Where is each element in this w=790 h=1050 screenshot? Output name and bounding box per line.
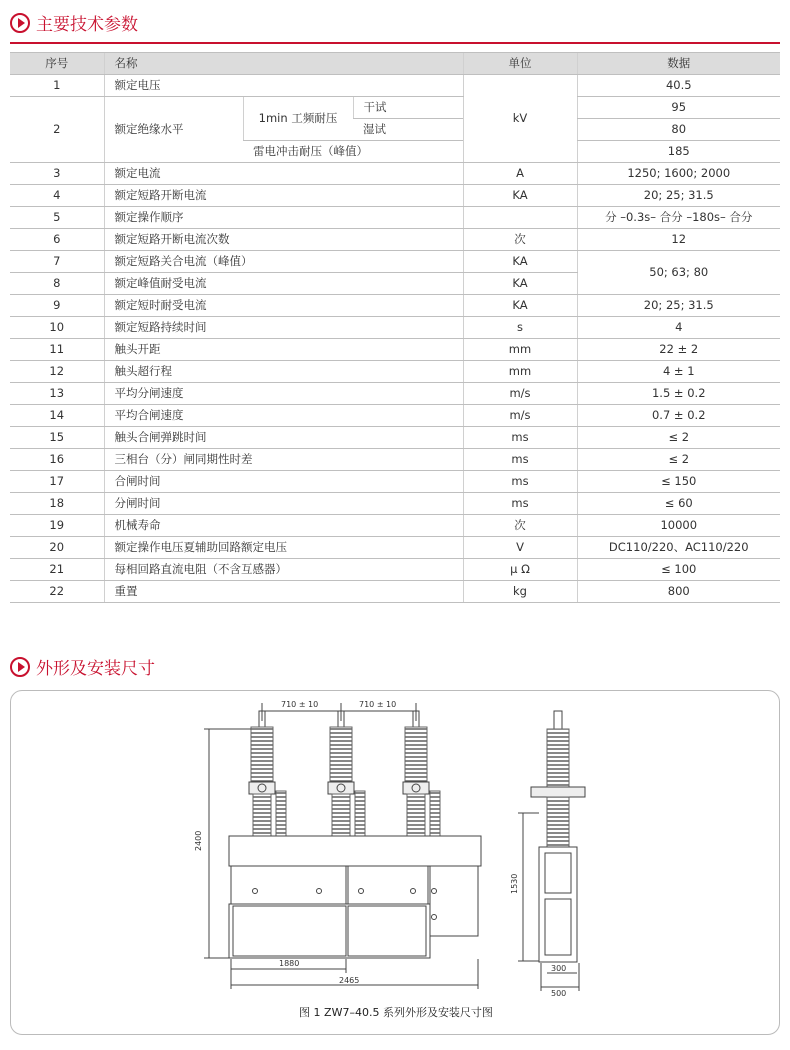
table-row: 2 额定绝缘水平 1min 工频耐压 干试 95: [10, 97, 780, 119]
table-row: 雷电冲击耐压（峰值） 185: [10, 141, 780, 163]
play-circle-icon: [10, 657, 30, 677]
table-row: 14 平均合闸速度 m/s 0.7 ± 0.2: [10, 405, 780, 427]
top-cover: [229, 836, 481, 866]
table-row: 10 额定短路持续时间 s 4: [10, 317, 780, 339]
table-row: 7 额定短路关合电流（峰值） KA 50; 63; 80: [10, 251, 780, 273]
table-row: 15 触头合闸弹跳时间 ms ≤ 2: [10, 427, 780, 449]
table-row: 12 触头超行程 mm 4 ± 1: [10, 361, 780, 383]
section-title-text: 外形及安装尺寸: [36, 659, 155, 679]
table-row: 22 重置 kg 800: [10, 581, 780, 603]
section-title-dimensions: [10, 654, 155, 679]
table-row: 9 额定短时耐受电流 KA 20; 25; 31.5: [10, 295, 780, 317]
table-row: 17 合闸时间 ms ≤ 150: [10, 471, 780, 493]
dim-total: 2465: [339, 976, 360, 985]
dim-pitch-right: 710 ± 10: [359, 700, 397, 709]
table-row: 13 平均分闸速度 m/s 1.5 ± 0.2: [10, 383, 780, 405]
dim-pitch-left: 710 ± 10: [281, 700, 319, 709]
header-unit: 单位: [463, 53, 577, 75]
front-panel-middle-lower: [348, 906, 426, 956]
dim-base: 1880: [279, 959, 300, 968]
side-view: [518, 711, 585, 991]
table-row: 20 额定操作电压夏辅助回路额定电压 V DC110/220、AC110/220: [10, 537, 780, 559]
front-panel-left-upper: [231, 866, 346, 904]
outline-drawing: [11, 691, 779, 996]
front-panel-left-lower: [233, 906, 346, 956]
table-row: 18 分闸时间 ms ≤ 60: [10, 493, 780, 515]
table-row: 21 每相回路直流电阻（不含互感器） μ Ω ≤ 100: [10, 559, 780, 581]
table-row: 4 额定短路开断电流 KA 20; 25; 31.5: [10, 185, 780, 207]
spec-table: [10, 52, 780, 603]
table-header-row: [10, 53, 780, 75]
header-data: 数据: [577, 53, 780, 75]
header-name: 名称: [104, 53, 463, 75]
table-row: 湿试 80: [10, 119, 780, 141]
table-row: 1 额定电压 kV 40.5: [10, 75, 780, 97]
table-row: 8 额定峰值耐受电流 KA: [10, 273, 780, 295]
pole-left: [249, 711, 286, 836]
section-divider: [10, 42, 780, 44]
front-panel-middle-upper: [348, 866, 428, 904]
table-row: 16 三相台（分）闸同期性时差 ms ≤ 2: [10, 449, 780, 471]
section-title-specs: [10, 10, 138, 35]
table-row: 19 机械寿命 次 10000: [10, 515, 780, 537]
pole-right: [403, 711, 440, 836]
header-no: 序号: [10, 53, 104, 75]
kv-unit-cell: kV: [463, 75, 577, 163]
dim-height: 2400: [194, 830, 203, 851]
table-row: 11 触头开距 mm 22 ± 2: [10, 339, 780, 361]
dim-side-height: 1530: [510, 873, 519, 894]
pole-middle: [328, 711, 365, 836]
dim-side-500: 500: [551, 989, 567, 996]
table-row: 5 额定操作顺序 分 –0.3s– 合分 –180s– 合分: [10, 207, 780, 229]
dim-side-300: 300: [551, 964, 567, 973]
table-row: 6 额定短路开断电流次数 次 12: [10, 229, 780, 251]
section-title-text: 主要技术参数: [36, 15, 138, 35]
figure-caption: 图 1 ZW7–40.5 系列外形及安装尺寸图: [299, 1006, 493, 1019]
table-row: 3 额定电流 A 1250; 1600; 2000: [10, 163, 780, 185]
control-box: [430, 866, 478, 936]
drawing-frame: [10, 690, 780, 1035]
play-circle-icon: [10, 13, 30, 33]
